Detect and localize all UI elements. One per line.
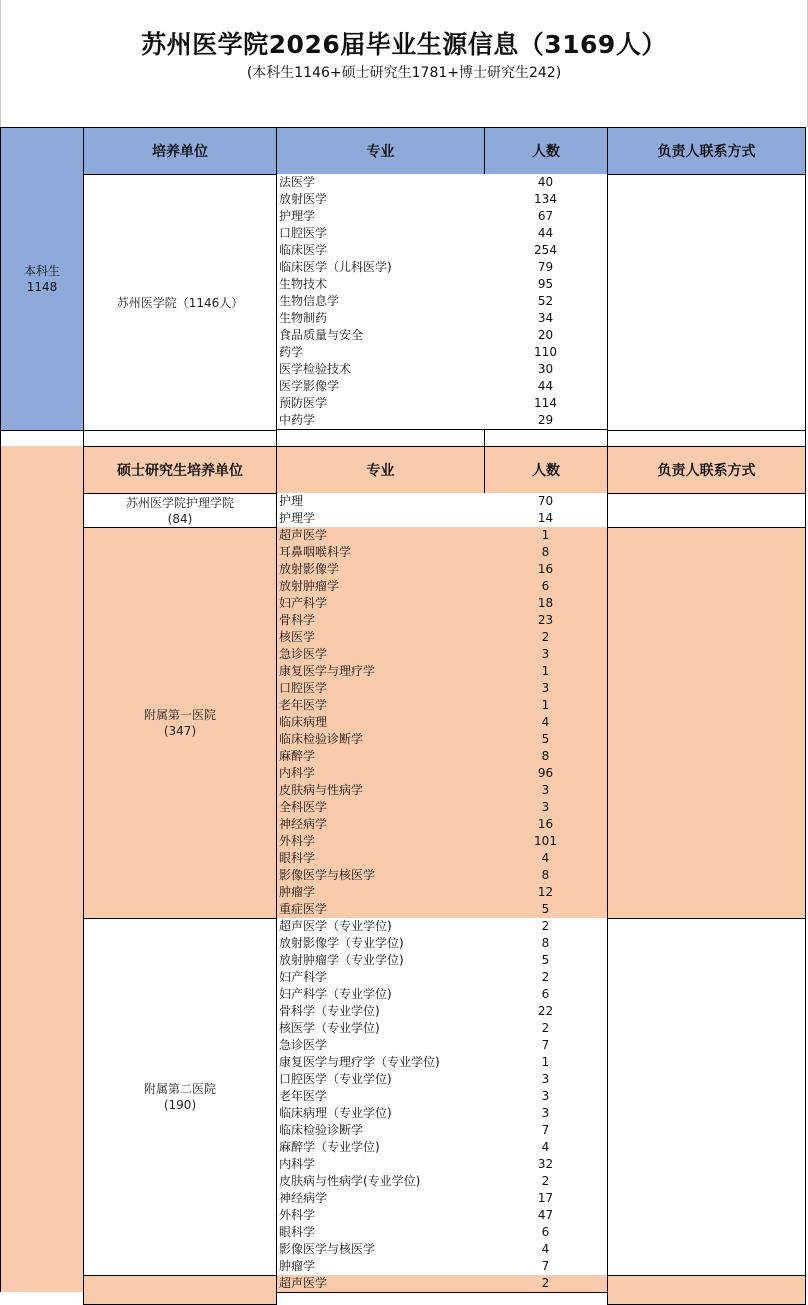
count-cell: 96 bbox=[484, 765, 608, 783]
count-cell: 110 bbox=[484, 344, 608, 362]
count-cell: 16 bbox=[484, 816, 608, 834]
count-cell: 1 bbox=[484, 1054, 608, 1072]
major-cell: 临床病理（专业学位) bbox=[276, 1105, 485, 1123]
count-cell: 3 bbox=[484, 680, 608, 698]
hospital2-unit-cell bbox=[83, 918, 277, 1276]
count-cell: 22 bbox=[484, 1003, 608, 1021]
count-cell: 2 bbox=[484, 969, 608, 987]
major-cell: 耳鼻咽喉科学 bbox=[276, 544, 485, 562]
major-cell: 超声医学（专业学位) bbox=[276, 918, 485, 936]
count-cell: 18 bbox=[484, 595, 608, 613]
count-cell: 254 bbox=[484, 242, 608, 260]
major-cell: 眼科学 bbox=[276, 1224, 485, 1242]
major-cell: 核医学 bbox=[276, 629, 485, 647]
count-cell: 1 bbox=[484, 663, 608, 681]
major-cell: 妇产科学 bbox=[276, 595, 485, 613]
major-cell: 老年医学 bbox=[276, 1088, 485, 1106]
count-cell: 5 bbox=[484, 731, 608, 749]
count-cell: 4 bbox=[484, 1139, 608, 1157]
undergrad-side-count: 1148 bbox=[26, 280, 58, 294]
major-cell: 急诊医学 bbox=[276, 646, 485, 664]
major-cell: 妇产科学（专业学位) bbox=[276, 986, 485, 1004]
count-cell: 2 bbox=[484, 629, 608, 647]
count-cell: 12 bbox=[484, 884, 608, 902]
count-cell: 17 bbox=[484, 1190, 608, 1208]
next-unit-cell bbox=[83, 1275, 277, 1305]
undergrad-side-title: 本科生 bbox=[23, 264, 60, 278]
count-cell: 2 bbox=[484, 1173, 608, 1191]
count-cell: 8 bbox=[484, 867, 608, 885]
major-cell: 骨科学 bbox=[276, 612, 485, 630]
undergrad-contact-cell bbox=[607, 174, 806, 431]
count-cell: 52 bbox=[484, 293, 608, 311]
count-cell: 14 bbox=[484, 510, 608, 528]
count-cell: 70 bbox=[484, 493, 608, 511]
major-cell: 口腔医学 bbox=[276, 225, 485, 243]
count-cell: 6 bbox=[484, 1224, 608, 1242]
major-cell: 眼科学 bbox=[276, 850, 485, 868]
major-cell: 妇产科学 bbox=[276, 969, 485, 987]
count-cell: 4 bbox=[484, 850, 608, 868]
hospital2-unit-count: (190) bbox=[163, 1098, 197, 1112]
major-cell: 皮肤病与性病学(专业学位) bbox=[276, 1173, 485, 1191]
count-cell: 79 bbox=[484, 259, 608, 277]
major-cell: 药学 bbox=[276, 344, 485, 362]
major-cell: 临床医学（儿科医学) bbox=[276, 259, 485, 277]
count-cell: 44 bbox=[484, 378, 608, 396]
major-cell: 生物技术 bbox=[276, 276, 485, 294]
count-cell: 16 bbox=[484, 561, 608, 579]
count-cell: 101 bbox=[484, 833, 608, 851]
count-cell: 2 bbox=[484, 1020, 608, 1038]
major-cell: 放射肿瘤学（专业学位) bbox=[276, 952, 485, 970]
major-cell: 肿瘤学 bbox=[276, 884, 485, 902]
count-cell: 1 bbox=[484, 697, 608, 715]
major-cell: 内科学 bbox=[276, 1156, 485, 1174]
count-cell: 67 bbox=[484, 208, 608, 226]
major-cell: 康复医学与理疗学 bbox=[276, 663, 485, 681]
count-cell: 3 bbox=[484, 799, 608, 817]
count-cell: 114 bbox=[484, 395, 608, 413]
major-cell: 老年医学 bbox=[276, 697, 485, 715]
master-header-unit: 硕士研究生培养单位 bbox=[83, 446, 277, 494]
major-cell: 生物制药 bbox=[276, 310, 485, 328]
count-cell: 2 bbox=[484, 1275, 608, 1293]
count-cell: 6 bbox=[484, 986, 608, 1004]
major-cell: 生物信息学 bbox=[276, 293, 485, 311]
major-cell: 神经病学 bbox=[276, 1190, 485, 1208]
count-cell: 32 bbox=[484, 1156, 608, 1174]
major-cell: 临床检验诊断学 bbox=[276, 731, 485, 749]
count-cell: 29 bbox=[484, 412, 608, 430]
undergrad-header-contact: 负责人联系方式 bbox=[607, 127, 806, 175]
major-cell: 核医学（专业学位) bbox=[276, 1020, 485, 1038]
count-cell: 44 bbox=[484, 225, 608, 243]
major-cell: 皮肤病与性病学 bbox=[276, 782, 485, 800]
count-cell: 3 bbox=[484, 782, 608, 800]
major-cell: 内科学 bbox=[276, 765, 485, 783]
major-cell: 护理 bbox=[276, 493, 485, 511]
count-cell: 3 bbox=[484, 1105, 608, 1123]
major-cell: 康复医学与理疗学（专业学位) bbox=[276, 1054, 485, 1072]
undergrad-header-major: 专业 bbox=[276, 127, 485, 175]
major-cell: 重症医学 bbox=[276, 901, 485, 919]
count-cell: 134 bbox=[484, 191, 608, 209]
major-cell: 放射影像学（专业学位) bbox=[276, 935, 485, 953]
hospital1-contact-cell bbox=[607, 527, 806, 919]
count-cell: 7 bbox=[484, 1258, 608, 1276]
undergrad-header-unit: 培养单位 bbox=[83, 127, 277, 175]
master-header-contact: 负责人联系方式 bbox=[607, 446, 806, 494]
count-cell: 8 bbox=[484, 748, 608, 766]
count-cell: 3 bbox=[484, 646, 608, 664]
major-cell: 放射影像学 bbox=[276, 561, 485, 579]
nursing-unit-cell bbox=[83, 493, 277, 528]
major-cell: 神经病学 bbox=[276, 816, 485, 834]
major-cell: 中药学 bbox=[276, 412, 485, 430]
count-cell: 40 bbox=[484, 174, 608, 192]
major-cell: 临床病理 bbox=[276, 714, 485, 732]
major-cell: 全科医学 bbox=[276, 799, 485, 817]
major-cell: 护理学 bbox=[276, 208, 485, 226]
page-title: 苏州医学院2026届毕业生源信息（3169人） bbox=[141, 30, 667, 59]
count-cell: 5 bbox=[484, 901, 608, 919]
hospital1-unit-cell bbox=[83, 527, 277, 919]
count-cell: 6 bbox=[484, 578, 608, 596]
master-side-column bbox=[0, 446, 84, 1292]
major-cell: 影像医学与核医学 bbox=[276, 1241, 485, 1259]
count-cell: 3 bbox=[484, 1088, 608, 1106]
page-subtitle: (本科生1146+硕士研究生1781+博士研究生242) bbox=[246, 65, 562, 81]
major-cell: 麻醉学（专业学位) bbox=[276, 1139, 485, 1157]
count-cell: 4 bbox=[484, 1241, 608, 1259]
count-cell: 4 bbox=[484, 714, 608, 732]
major-cell: 外科学 bbox=[276, 833, 485, 851]
major-cell: 食品质量与安全 bbox=[276, 327, 485, 345]
hospital1-unit-count: (347) bbox=[163, 724, 197, 738]
major-cell: 护理学 bbox=[276, 510, 485, 528]
count-cell: 34 bbox=[484, 310, 608, 328]
master-header-count: 人数 bbox=[484, 446, 608, 494]
major-cell: 口腔医学 bbox=[276, 680, 485, 698]
undergrad-side-label bbox=[0, 127, 84, 431]
count-cell: 7 bbox=[484, 1122, 608, 1140]
count-cell: 8 bbox=[484, 544, 608, 562]
spacer-row bbox=[0, 430, 806, 447]
count-cell: 1 bbox=[484, 527, 608, 545]
major-cell: 口腔医学（专业学位) bbox=[276, 1071, 485, 1089]
major-cell: 骨科学（专业学位) bbox=[276, 1003, 485, 1021]
count-cell: 23 bbox=[484, 612, 608, 630]
major-cell: 外科学 bbox=[276, 1207, 485, 1225]
major-cell: 临床医学 bbox=[276, 242, 485, 260]
major-cell: 预防医学 bbox=[276, 395, 485, 413]
major-cell: 临床检验诊断学 bbox=[276, 1122, 485, 1140]
count-cell: 8 bbox=[484, 935, 608, 953]
major-cell: 麻醉学 bbox=[276, 748, 485, 766]
undergrad-unit-name: 苏州医学院（1146人） bbox=[116, 295, 244, 310]
count-cell: 30 bbox=[484, 361, 608, 379]
count-cell: 47 bbox=[484, 1207, 608, 1225]
hospital2-contact-cell bbox=[607, 918, 806, 1276]
major-cell: 超声医学 bbox=[276, 527, 485, 545]
count-cell: 20 bbox=[484, 327, 608, 345]
master-header-major: 专业 bbox=[276, 446, 485, 494]
nursing-contact-cell bbox=[607, 493, 806, 528]
major-cell: 法医学 bbox=[276, 174, 485, 192]
major-cell: 医学检验技术 bbox=[276, 361, 485, 379]
major-cell: 急诊医学 bbox=[276, 1037, 485, 1055]
major-cell: 放射肿瘤学 bbox=[276, 578, 485, 596]
count-cell: 95 bbox=[484, 276, 608, 294]
count-cell: 2 bbox=[484, 918, 608, 936]
nursing-unit-count: (84) bbox=[167, 511, 193, 526]
count-cell: 7 bbox=[484, 1037, 608, 1055]
major-cell: 医学影像学 bbox=[276, 378, 485, 396]
major-cell: 影像医学与核医学 bbox=[276, 867, 485, 885]
count-cell: 5 bbox=[484, 952, 608, 970]
undergrad-header-count: 人数 bbox=[484, 127, 608, 175]
major-cell: 肿瘤学 bbox=[276, 1258, 485, 1276]
hospital2-unit-name: 附属第二医院 bbox=[143, 1082, 216, 1096]
next-contact-cell bbox=[607, 1275, 806, 1305]
major-cell: 超声医学 bbox=[276, 1275, 485, 1293]
nursing-unit-name: 苏州医学院护理学院 bbox=[125, 495, 234, 510]
undergrad-unit-cell bbox=[83, 174, 277, 431]
major-cell: 放射医学 bbox=[276, 191, 485, 209]
count-cell: 3 bbox=[484, 1071, 608, 1089]
hospital1-unit-name: 附属第一医院 bbox=[143, 708, 216, 722]
